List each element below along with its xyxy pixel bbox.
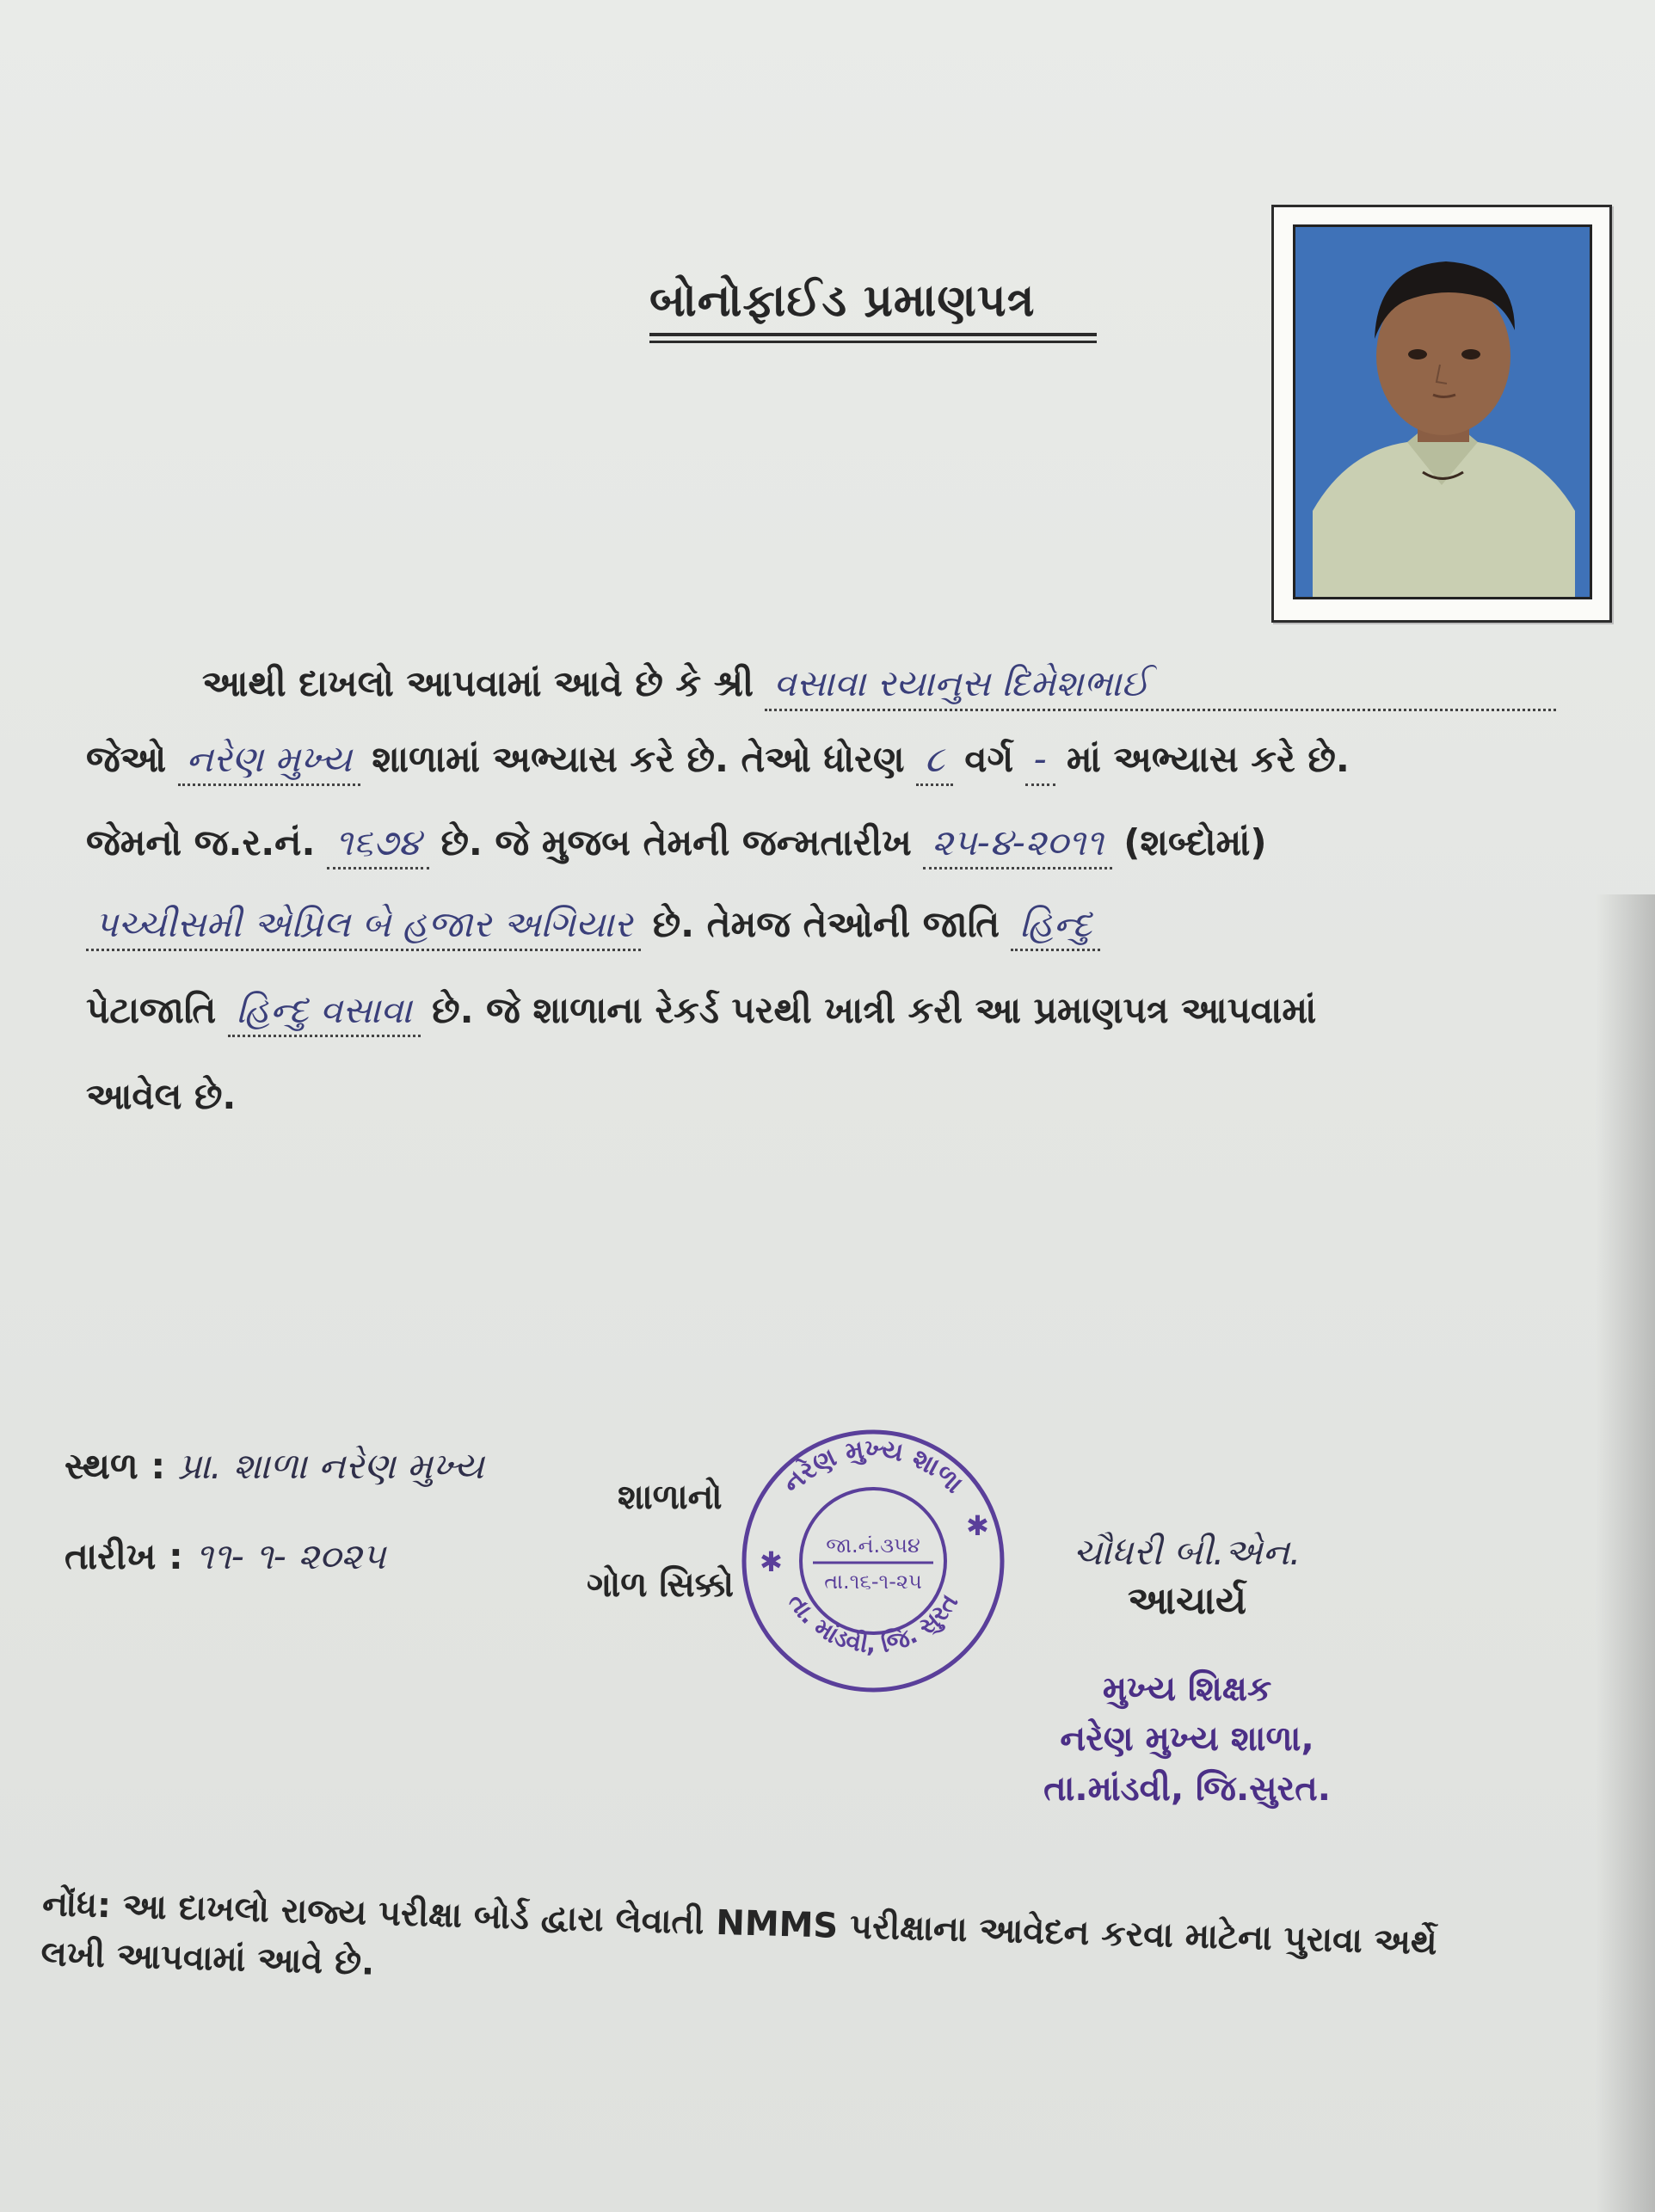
designation-line-3: તા.માંડવી, જિ.સુરત. (1043, 1769, 1331, 1809)
birth-date-words: પચ્ચીસમી એપ્રિલ બે હજાર અગિયાર (86, 903, 641, 951)
place-label: સ્થળ : (65, 1445, 166, 1487)
line2-suffix: માં અભ્યાસ કરે છે. (1067, 738, 1350, 780)
in-words-label: (શબ્દોમાં) (1123, 821, 1267, 863)
line2-prefix: જેઓ (86, 738, 167, 780)
body-line-4 (86, 903, 1643, 946)
caste-label: છે. તેમજ તેઓની જાતિ (652, 903, 1000, 945)
date-field (65, 1535, 385, 1578)
title-underline-double (649, 341, 1097, 343)
certificate-title-block (649, 275, 1097, 343)
date-label: તારીખ : (65, 1535, 183, 1577)
body-line-2 (86, 738, 1643, 781)
body-line-1 (202, 662, 1643, 711)
student-portrait-icon (1295, 227, 1590, 597)
standard-value: ૮ (916, 738, 953, 786)
birth-date: ૨૫-૪-૨૦૧૧ (923, 821, 1112, 869)
stamp-bottom-text: તા. માંડવી, જિ. સુરત (782, 1588, 964, 1659)
date-value: ૧૧- ૧- ૨૦૨૫ (195, 1535, 386, 1577)
line2-mid: શાળામાં અભ્યાસ કરે છે. તેઓ ધોરણ (372, 738, 905, 780)
student-photo (1293, 224, 1592, 599)
stamp-date: તા.૧૬-૧-૨૫ (824, 1570, 922, 1594)
stamp-seal-icon (735, 1423, 1011, 1699)
caste-value: હિન્દુ (1011, 903, 1100, 951)
gr-number: ૧૬૭૪ (327, 821, 429, 869)
principal-title: આચાર્ય (1128, 1579, 1246, 1623)
stamp-outer-text: નરેણ મુખ્ય શાળા (777, 1434, 969, 1500)
birth-date-label: છે. જે મુજબ તેમની જન્મતારીખ (440, 821, 912, 863)
svg-text:તા. માંડવી, જિ. સુરત (783, 1588, 964, 1658)
student-name: વસાવા રયાનુસ દિમેશભાઈ (765, 662, 1556, 711)
line2-division-label: વર્ગ (964, 738, 1014, 780)
stamp-number: જા.નં.૩૫૪ (826, 1533, 920, 1558)
school-round-stamp (735, 1423, 1011, 1699)
closing-text: આવેલ છે. (86, 1075, 237, 1117)
student-photo-frame (1271, 205, 1612, 623)
gr-label: જેમનો જ.ર.નં. (86, 821, 316, 863)
stamp-star-left-icon: ✱ (760, 1545, 783, 1578)
title-underline (649, 333, 1097, 336)
seal-label-line2: ગોળ સિક્કો (587, 1565, 735, 1605)
sub-caste-label: પેટાજાતિ (86, 989, 217, 1031)
body-line-6 (86, 1075, 1643, 1118)
division-value: - (1025, 738, 1055, 786)
sub-caste-value: હિન્દુ વસાવા (228, 989, 421, 1037)
line5-suffix: છે. જે શાળાના રેકર્ડ પરથી ખાત્રી કરી આ પ્રમાણપત્ર આપવામાં (432, 989, 1317, 1031)
designation-line-1: મુખ્ય શિક્ષક (1102, 1669, 1272, 1709)
body-line-3 (86, 821, 1643, 864)
footnote: નોંધ: આ દાખલો રાજ્ય પરીક્ષા બોર્ડ દ્વારા લેવાતી NMMS પરીક્ષાના આવેદન કરવા માટેના પુરાવા અર્થે લખી આપવામાં આવે છે. (40, 1883, 1438, 1983)
designation-line-2: નરેણ મુખ્ય શાળા, (1060, 1719, 1314, 1759)
stamp-star-right-icon: ✱ (966, 1509, 989, 1542)
certificate-title: બોનોફાઈડ પ્રમાણપત્ર (649, 275, 1036, 327)
place-field (65, 1445, 484, 1488)
seal-label-line1: શાળાનો (618, 1478, 723, 1517)
place-value: પ્રા. શાળા નરેણ મુખ્ય (177, 1445, 484, 1487)
designation-stamp (1015, 1664, 1359, 1814)
body-line-5 (86, 989, 1643, 1032)
school-name: નરેણ મુખ્ય (178, 738, 361, 786)
principal-signature: ચૌધરી બી.એન. (1073, 1531, 1301, 1573)
signature-block (1015, 1531, 1359, 1623)
intro-text: આથી દાખલો આપવામાં આવે છે કે શ્રી (202, 662, 754, 704)
